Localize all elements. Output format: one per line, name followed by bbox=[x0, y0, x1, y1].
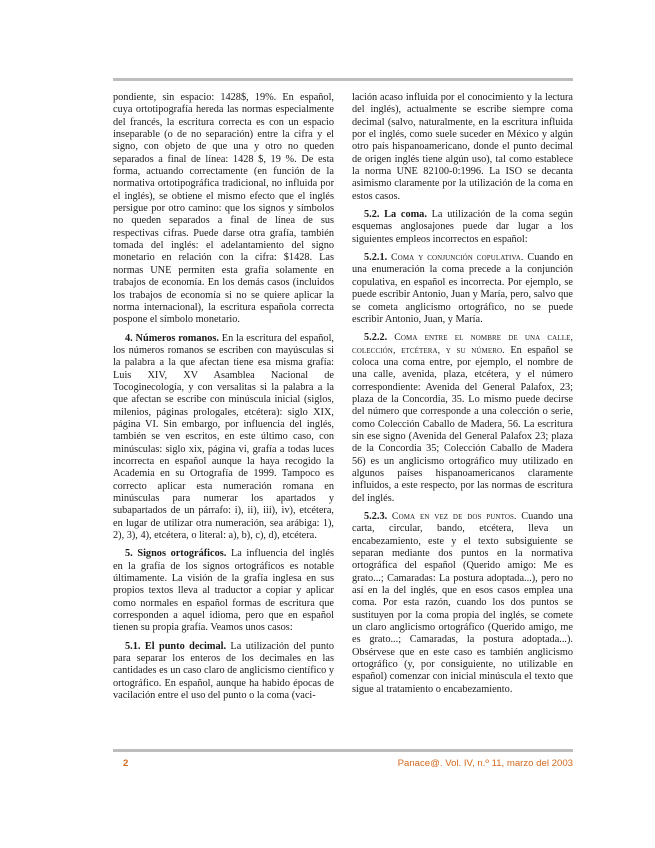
paragraph-body: En español se coloca una coma entre, por ejemplo, el nombre de una calle, avenida, plaza, etcétera, y el número correspondiente: Avenida del General Palafox, 23; plaza de la Concordia, 35. Lo mismo puede decirse del número que corresponde a una colección o serie, como Colección Caballo de Madera, 56. La escritura sin ese signo (Avenida del General Palafox 23; plaza de la Concordia 35; Colección Caballo de Madera 56) es un anglicismo ortográfico muy utilizado en algunos países hispanoamericanos claramente influidos, a este respecto, por las normas de escritura del inglés. bbox=[352, 344, 573, 504]
paragraph-body: Cuando en una enumeración la coma precede a la conjunción copulativa, en español es incorrecta. Por ejemplo, se puede escribir Antonio, Juan y María, pero, salvo que se cometa anglicismo ortográfico, no se puede escribir Antonio, Juan, y María. bbox=[352, 252, 573, 325]
paragraph-roman-numerals bbox=[113, 333, 334, 543]
paragraph-continuation: pondiente, sin espacio: 1428$, 19%. En español, cuya ortotipografía hereda las normas especialmente del francés, la escritura correcta es con un espacio inseparable (o de no separación) entre la cifra y el signo, con objeto de que una y otro no queden separados a final de línea: 1428 $, 19 %. De esta forma, actuando correctamente (en función de la normativa ortotipográfica tradicional, no influida por el inglés), se obtiene el mismo efecto que el inglés persigue por otro camino: que los signos y símbolos no queden separados a final de línea de sus respectivas cifras. Puede darse otra grafía, también tomada del inglés: el adelantamiento del signo monetario en relación con la cifra: $1428. Las normas UNE permiten esta grafía solamente en trabajos de economía. En los demás casos (incluidos los trabajos de economía si no se quiere aplicar la norma internacional), la escritura española correcta pospone el símbolo monetario. bbox=[113, 92, 334, 326]
paragraph-body: Cuando una carta, circular, bando, etcétera, lleva un encabezamiento, este y el texto subsiguiente se separan mediante dos puntos en la normativa ortográfica del español (Querido amigo: Me es grato...; Camaradas: La postura adoptada...), pero no así en la del inglés, que en esos casos emplea una coma. Por esta razón, cuando los dos puntos se sustituyen por la coma propia del inglés, se comete un claro anglicismo ortográfico (Querido amigo, me es grato...; Camaradas, la postura adoptada...). Obsérvese que en este caso es también anglicismo ortográfico (y, por consiguiente, no utilizable en español) comenzar con inicial minúscula el texto que sigue al tratamiento o encabezamiento. bbox=[352, 511, 573, 695]
journal-citation: Panace@. Vol. IV, n.º 11, marzo del 2003 bbox=[397, 758, 573, 769]
paragraph-comma bbox=[352, 209, 573, 246]
paragraph-decimal-point bbox=[113, 641, 334, 703]
subsection-title: Coma y conjunción copulativa. bbox=[387, 252, 524, 264]
left-column bbox=[113, 92, 334, 703]
paragraph-body: La influencia del inglés en la grafía de los signos ortográficos es notable últimamente. La visión de la grafía inglesa en sus propios textos lleva al traductor a copiar y aplicar como normales en español formas de escritura que corresponden a aquel idioma, pero que en español tienen su propia grafía. Veamos unos casos: bbox=[113, 548, 334, 634]
section-heading: 4. Números romanos. bbox=[125, 332, 219, 344]
section-heading: 5. Signos ortográficos. bbox=[125, 548, 227, 560]
paragraph-comma-colon bbox=[352, 511, 573, 696]
page-number: 2 bbox=[123, 758, 129, 769]
page-footer bbox=[113, 758, 573, 772]
paragraph-comma-conjunction bbox=[352, 252, 573, 326]
subsection-number: 5.2.3. bbox=[364, 511, 388, 522]
right-column bbox=[352, 92, 573, 696]
paragraph-comma-street bbox=[352, 332, 573, 505]
paragraph-orthographic-signs bbox=[113, 548, 334, 634]
paragraph-body: La utilización del punto para separar los enteros de los decimales en las cantidades es un caso claro de anglicismo científico y ortográfico. En español, aunque ha habido épocas de vacilación entre el uso del punto o la coma (vaci- bbox=[113, 640, 334, 702]
top-rule bbox=[113, 78, 573, 81]
paragraph-body: La utilización de la coma según esquemas anglosajones puede dar lugar a los siguientes empleos incorrectos en español: bbox=[352, 209, 573, 245]
subsection-number: 5.2.2. bbox=[364, 332, 388, 344]
paragraph-body: En la escritura del español, los números romanos se escriben con mayúsculas si la palabra a la que afectan tiene esa misma grafía: Luis XIV, XV Asamblea Nacional de Tocoginecología, y con versalitas si la palabra a la que afectan se escribe con minúscula inicial (siglos, milenios, páginas prologales, etcétera): siglo XIX, página VI. Sin embargo, por influencia del inglés, también se ven escritos, en este último caso, con minúsculas: siglo xix, página vi, grafía a todas luces incorrecta en español aunque la haya recogido la Academia en su Ortografía de 1999. Tampoco es correcto aplicar esta numeración romana en minúsculas para numerar los apartados y subapartados de un párrafo: i), ii), iii), iv), etcétera, en lugar de utilizar otra numeración, sea arábiga: 1), 2), 3), 4), etcétera, o literal: a), b), c), d), etcétera. bbox=[113, 332, 335, 542]
section-heading: 5.2. La coma. bbox=[364, 209, 427, 221]
section-heading: 5.1. El punto decimal. bbox=[125, 640, 227, 652]
subsection-number: 5.2.1. bbox=[364, 252, 388, 264]
bottom-rule bbox=[113, 749, 573, 752]
subsection-title: Coma en vez de dos puntos. bbox=[387, 511, 517, 522]
subsection-title: Coma entre el nombre de una calle, colección, etcétera, y su número. bbox=[352, 332, 573, 356]
paragraph-continuation: lación acaso influida por el conocimiento y la lectura del inglés), actualmente se escribe siempre coma decimal (salvo, naturalmente, en la escritura influida por el inglés, como suele suceder en México y algún otro país hispanoamericano, donde el punto decimal de origen inglés tiene algún uso), tal como establece la norma UNE 82100-0:1996. La ISO se decanta asimismo claramente por la utilización de la coma en estos casos. bbox=[352, 92, 573, 202]
